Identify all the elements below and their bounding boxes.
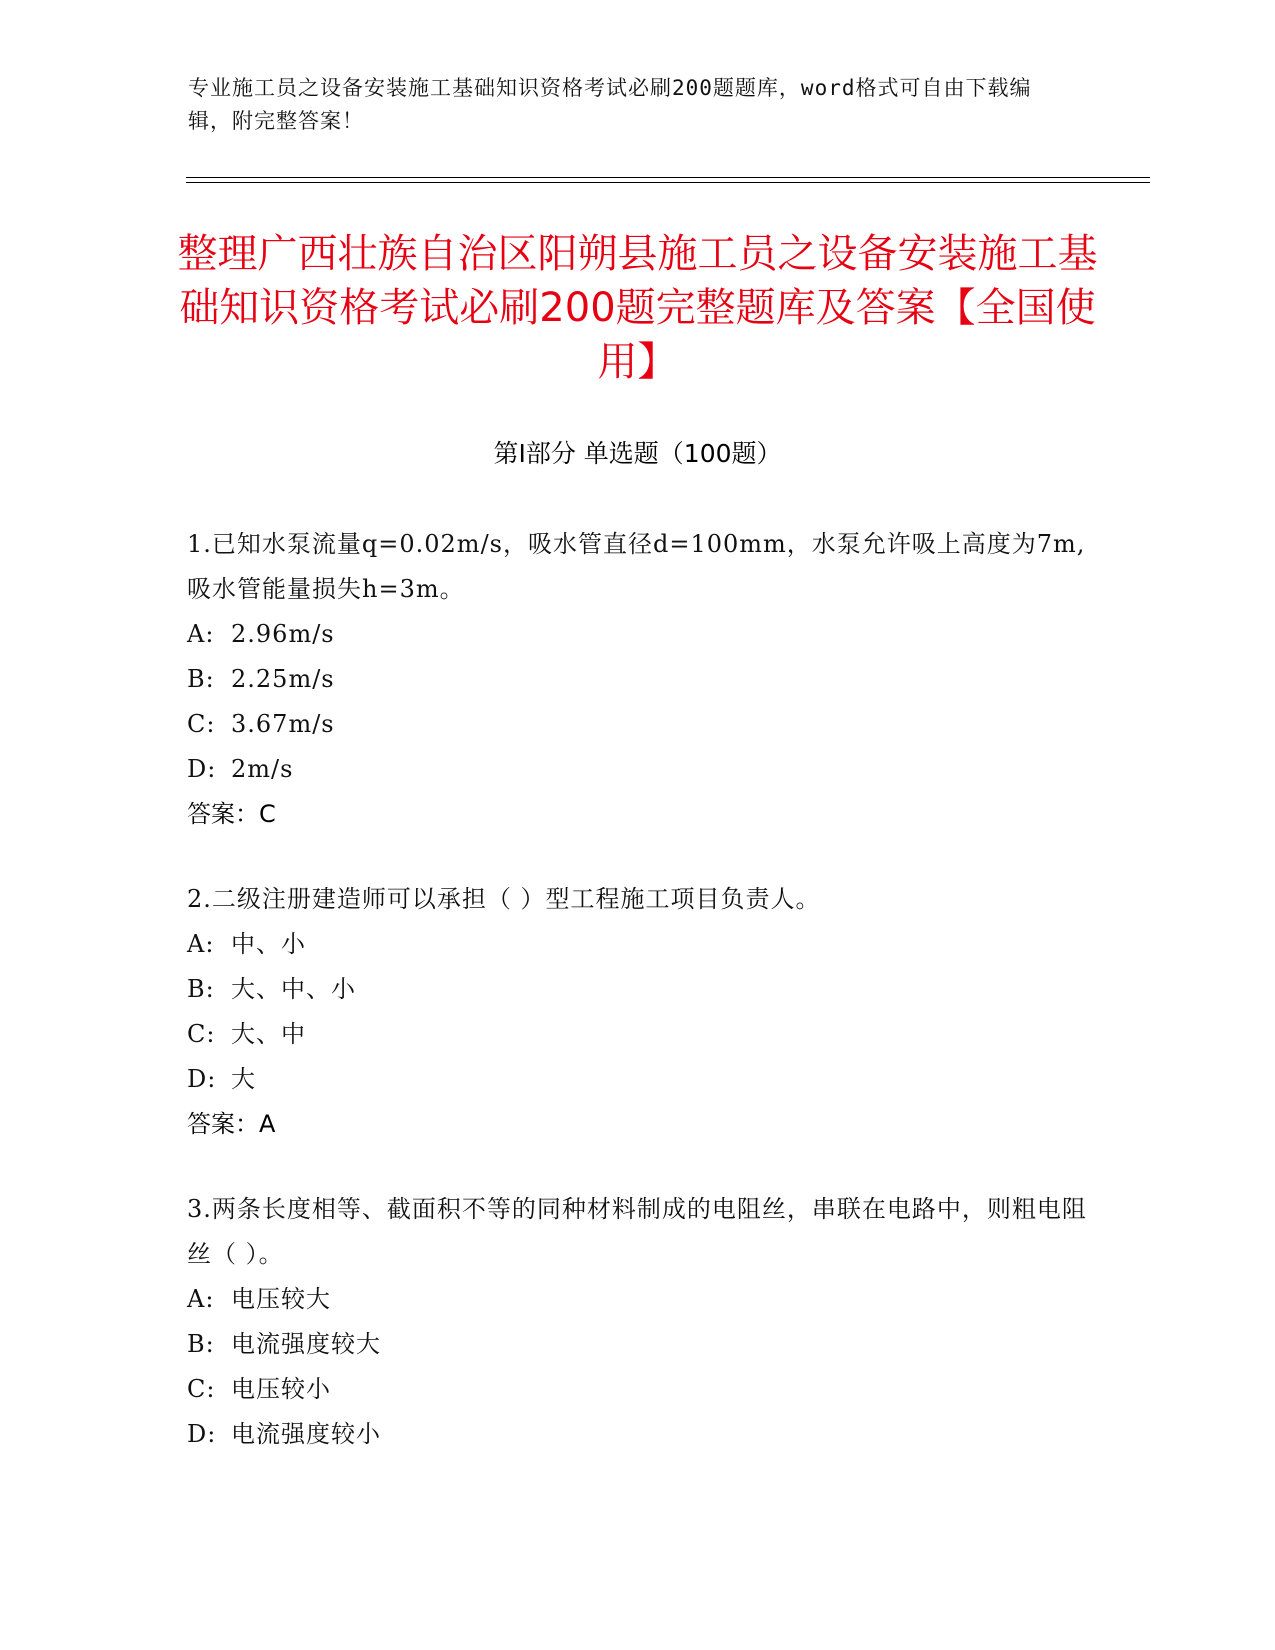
option-b: [187, 657, 1087, 702]
question-text: 1.已知水泵流量q=0.02m/s，吸水管直径d=100mm，水泵允许吸上高度为7m,吸水管能量损失h=3m。: [187, 530, 1086, 603]
option-letter: B:: [187, 1330, 215, 1358]
section-heading: 第Ⅰ部分 单选题（100题）: [493, 439, 782, 468]
option-letter: C:: [187, 1375, 216, 1403]
option-text: 大: [231, 1065, 256, 1093]
option-a: [187, 1277, 1087, 1322]
option-letter: D:: [187, 1420, 217, 1448]
question-3: [187, 1187, 1087, 1457]
option-c: [187, 1012, 1087, 1057]
question-text: 2.二级注册建造师可以承担（ ）型工程施工项目负责人。: [187, 885, 821, 913]
option-d: [187, 747, 1087, 792]
option-text: 大、中: [231, 1020, 306, 1048]
answer-line: 答案：A: [187, 1110, 276, 1138]
option-d: [187, 1412, 1087, 1457]
header-note: 专业施工员之设备安装施工基础知识资格考试必刷200题题库，word格式可自由下载编辑，附完整答案！: [188, 76, 1032, 133]
option-text: 电流强度较大: [231, 1330, 381, 1358]
document-title: 整理广西壮族自治区阳朔县施工员之设备安装施工基础知识资格考试必刷200题完整题库及答案【全国使用】: [177, 231, 1098, 385]
question-list: [187, 522, 1087, 1497]
option-letter: A:: [187, 1285, 215, 1313]
header-rule-top: [186, 177, 1150, 178]
option-text: 2.25m/s: [231, 665, 335, 693]
option-text: 大、中、小: [231, 975, 356, 1003]
option-a: [187, 612, 1087, 657]
option-letter: B:: [187, 665, 215, 693]
question-text: 3.两条长度相等、截面积不等的同种材料制成的电阻丝，串联在电路中，则粗电阻丝（ ）。: [187, 1195, 1087, 1268]
option-text: 电压较大: [231, 1285, 331, 1313]
option-text: 2m/s: [231, 755, 294, 783]
option-letter: C:: [187, 710, 216, 738]
answer-line: 答案：C: [187, 800, 276, 828]
option-letter: A:: [187, 930, 215, 958]
option-b: [187, 1322, 1087, 1367]
option-text: 3.67m/s: [231, 710, 335, 738]
header-rule-bottom: [186, 182, 1150, 183]
option-letter: D:: [187, 755, 217, 783]
option-c: [187, 702, 1087, 747]
question-2: [187, 877, 1087, 1147]
option-text: 电流强度较小: [231, 1420, 381, 1448]
option-b: [187, 967, 1087, 1012]
option-a: [187, 922, 1087, 967]
option-letter: B:: [187, 975, 215, 1003]
option-letter: C:: [187, 1020, 216, 1048]
option-letter: D:: [187, 1065, 217, 1093]
option-text: 中、小: [231, 930, 306, 958]
option-d: [187, 1057, 1087, 1102]
option-letter: A:: [187, 620, 215, 648]
question-1: [187, 522, 1087, 837]
option-c: [187, 1367, 1087, 1412]
option-text: 电压较小: [231, 1375, 331, 1403]
option-text: 2.96m/s: [231, 620, 335, 648]
